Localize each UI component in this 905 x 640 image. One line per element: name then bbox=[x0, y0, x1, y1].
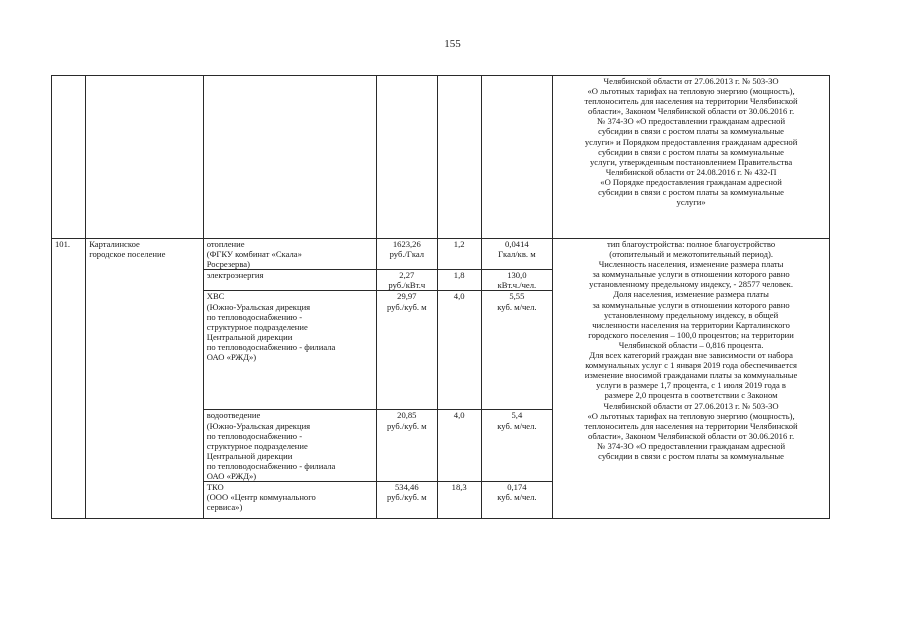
service-provider: (Южно-Уральская дирекция bbox=[206, 420, 311, 431]
tariff-cell bbox=[376, 410, 437, 482]
index-cell bbox=[437, 410, 481, 482]
description-line: услуги в размере 1,7 процента, с 1 июля 2019 года в bbox=[596, 380, 786, 391]
norm-cell bbox=[481, 410, 553, 482]
norm-unit: куб. м/чел. bbox=[497, 492, 537, 503]
description-line: Для всех категорий граждан вне зависимости от набора bbox=[589, 350, 793, 361]
description-line: области», Законом Челябинской области от 30.06.2016 г. bbox=[588, 430, 795, 441]
service-provider: Росрезерва) bbox=[206, 259, 250, 270]
norm-unit: куб. м/чел. bbox=[497, 301, 537, 312]
tariff-unit: руб./куб. м bbox=[387, 492, 427, 503]
tariff-value: 29,97 bbox=[397, 291, 417, 302]
tariff-table bbox=[51, 75, 830, 519]
service-provider: ОАО «РЖД») bbox=[206, 471, 257, 482]
description-line: (отопительный и межотопительный период). bbox=[609, 249, 773, 260]
description-line: теплоноситель для населения на территории Челябинской bbox=[584, 420, 798, 431]
norm-cell bbox=[481, 291, 553, 410]
description-line: Численность населения, изменение размера платы bbox=[598, 259, 784, 270]
service-cell bbox=[203, 291, 376, 410]
service-provider: Центральной дирекции bbox=[206, 331, 293, 342]
tariff-value: 20,85 bbox=[397, 410, 417, 421]
municipality-line: городское поселение bbox=[89, 249, 166, 260]
tariff-cell bbox=[376, 270, 437, 291]
service-cell bbox=[203, 239, 376, 270]
description-line: за коммунальные услуги в отношении которого равно bbox=[592, 299, 790, 310]
norm-unit: Гкал/кв. м bbox=[498, 249, 536, 260]
description-line: изменение вносимой гражданами платы за коммунальные bbox=[584, 370, 798, 381]
page-number: 155 bbox=[444, 38, 461, 50]
norm-value: 0,0414 bbox=[505, 239, 529, 249]
description-cell-continued bbox=[553, 76, 830, 239]
index-value: 4,0 bbox=[453, 291, 465, 302]
service-name: электроэнергия bbox=[206, 270, 264, 281]
index-cell bbox=[437, 291, 481, 410]
service-name: отопление bbox=[206, 239, 245, 249]
service-provider: по тепловодоснабжению - филиала bbox=[206, 341, 336, 352]
description-line: «О Порядке предоставления гражданам адресной bbox=[600, 176, 782, 187]
index-cell bbox=[437, 482, 481, 519]
index-value: 18,3 bbox=[451, 482, 467, 493]
description-line: «О льготных тарифах на тепловую энергию (мощность), bbox=[587, 410, 795, 421]
service-provider: по тепловодоснабжению - bbox=[206, 430, 303, 441]
service-cell bbox=[203, 270, 376, 291]
service-provider: ОАО «РЖД») bbox=[206, 352, 257, 363]
norm-unit: кВт.ч./чел. bbox=[497, 280, 537, 291]
tariff-cell bbox=[376, 239, 437, 270]
index-value: 1,2 bbox=[453, 239, 465, 249]
service-provider: (ООО «Центр коммунального bbox=[206, 492, 316, 503]
index-value: 4,0 bbox=[453, 410, 465, 421]
description-line: установленному предельному индексу, в общей bbox=[603, 309, 779, 320]
description-line: городского поселения – 100,0 процентов; на территории bbox=[588, 329, 794, 340]
description-line: Челябинской области от 27.06.2013 г. № 503-ЗО bbox=[603, 76, 779, 86]
description-line: установленному предельному индексу, - 28577 человек. bbox=[589, 279, 793, 290]
description-line: Доля населения, изменение размера платы bbox=[613, 289, 769, 300]
norm-unit: куб. м/чел. bbox=[497, 420, 537, 431]
norm-value: 0,174 bbox=[507, 482, 527, 493]
description-line: субсидии в связи с ростом платы за коммунальные bbox=[598, 126, 784, 137]
description-cell bbox=[553, 239, 830, 519]
description-line: субсидии в связи с ростом платы за коммунальные bbox=[598, 450, 784, 461]
description-line: «О льготных тарифах на тепловую энергию (мощность), bbox=[587, 86, 795, 97]
tariff-unit: руб./куб. м bbox=[387, 301, 427, 312]
service-provider: по тепловодоснабжению - филиала bbox=[206, 460, 336, 471]
index-cell bbox=[437, 270, 481, 291]
tariff-unit: руб./куб. м bbox=[387, 420, 427, 431]
service-cell bbox=[203, 482, 376, 519]
norm-cell bbox=[481, 482, 553, 519]
description-line: Челябинской области от 27.06.2013 г. № 503-ЗО bbox=[603, 400, 779, 411]
description-line: за коммунальные услуги в отношении которого равно bbox=[592, 269, 790, 280]
description-line: № 374-ЗО «О предоставлении гражданам адресной bbox=[597, 116, 786, 127]
row-number: 101. bbox=[55, 239, 71, 249]
tariff-cell bbox=[376, 291, 437, 410]
service-provider: Центральной дирекции bbox=[206, 450, 293, 461]
service-name: ТКО bbox=[206, 482, 224, 493]
tariff-value: 534,46 bbox=[394, 482, 419, 493]
description-line: услуги» и Порядком предоставления гражданам адресной bbox=[584, 136, 798, 147]
description-line: субсидии в связи с ростом платы за коммунальные bbox=[598, 187, 784, 198]
service-provider: сервиса») bbox=[206, 502, 243, 513]
description-line: численности населения на территории Карталинского bbox=[592, 319, 790, 330]
norm-value: 130,0 bbox=[507, 270, 527, 281]
description-line: тип благоустройства: полное благоустройство bbox=[606, 239, 776, 249]
row-number-cell bbox=[52, 239, 86, 519]
service-name: ХВС bbox=[206, 291, 225, 302]
table-row-heating bbox=[52, 239, 830, 270]
municipality-line: Карталинское bbox=[89, 239, 140, 249]
description-line: услуги» bbox=[676, 197, 706, 208]
service-provider: по тепловодоснабжению - bbox=[206, 311, 303, 322]
service-provider: (Южно-Уральская дирекция bbox=[206, 301, 311, 312]
service-provider: структурное подразделение bbox=[206, 440, 308, 451]
service-provider: (ФГКУ комбинат «Скала» bbox=[206, 249, 302, 260]
norm-value: 5,4 bbox=[511, 410, 523, 421]
service-name: водоотведение bbox=[206, 410, 261, 421]
service-cell bbox=[203, 410, 376, 482]
table-row-continued bbox=[52, 76, 830, 239]
municipality-cell bbox=[86, 239, 204, 519]
description-line: субсидии в связи с ростом платы за коммунальные bbox=[598, 146, 784, 157]
description-line: услуги, утвержденным постановлением Правительства bbox=[589, 156, 793, 167]
index-value: 1,8 bbox=[453, 270, 465, 281]
tariff-unit: руб./Гкал bbox=[389, 249, 425, 260]
description-line: № 374-ЗО «О предоставлении гражданам адресной bbox=[597, 440, 786, 451]
tariff-unit: руб./кВт.ч bbox=[388, 280, 426, 291]
description-line: Челябинской области от 24.08.2016 г. № 432-П bbox=[605, 166, 777, 177]
norm-cell bbox=[481, 270, 553, 291]
description-line: размере 2,0 процента в соответствии с Законом bbox=[604, 390, 778, 401]
description-line: Челябинской области – 0,816 процента. bbox=[618, 339, 764, 350]
index-cell bbox=[437, 239, 481, 270]
tariff-value: 1623,26 bbox=[392, 239, 421, 249]
description-line: коммунальных услуг с 1 января 2019 года обеспечивается bbox=[585, 360, 797, 371]
description-line: теплоноситель для населения на территории Челябинской bbox=[584, 96, 798, 107]
tariff-value: 2,27 bbox=[399, 270, 415, 281]
tariff-cell bbox=[376, 482, 437, 519]
service-provider: структурное подразделение bbox=[206, 321, 308, 332]
norm-value: 5,55 bbox=[509, 291, 525, 302]
norm-cell bbox=[481, 239, 553, 270]
description-line: области», Законом Челябинской области от 30.06.2016 г. bbox=[588, 106, 795, 117]
